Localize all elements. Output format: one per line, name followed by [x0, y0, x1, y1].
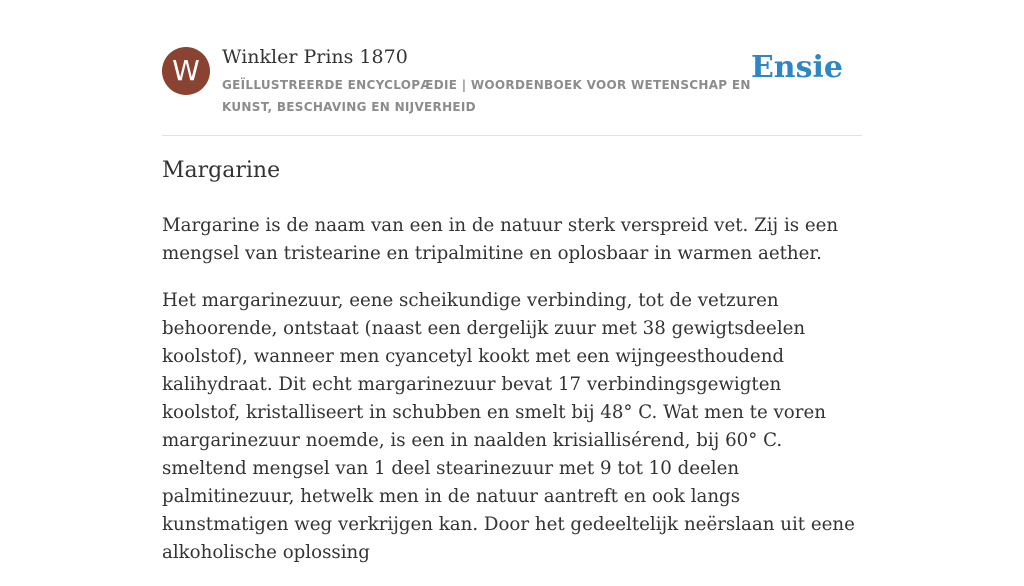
ensie-logo[interactable]: Ensie: [750, 50, 843, 85]
source-avatar[interactable]: W: [162, 47, 210, 95]
source-header: [162, 44, 862, 124]
header-divider: [162, 135, 862, 136]
entry-paragraph: Het margarinezuur, eene scheikundige verbinding, tot de vetzuren behoorende, ontstaat (naast een dergelijk zuur met 38 gewigtsdeelen koolstof), wanneer men cyancetyl kookt met een wijngeesthoudend kalihydraat. Dit echt margarinezuur bevat 17 verbindingsgewigten koolstof, kristalliseert in schubben en smelt bij 48° C. Wat men te voren margarinezuur noemde, is een in naalden krisiallisérend, bij 60° C. smeltend mengsel van 1 deel stearinezuur met 9 tot 10 deelen palmitinezuur, hetwelk men in de natuur aantreft en ook langs kunstmatigen weg verkrijgen kan. Door het gedeeltelijk neërslaan uit eene alkoholische oplossing: [162, 290, 855, 563]
entry-title: Margarine: [162, 158, 281, 183]
entry-paragraph: Margarine is de naam van een in de natuur sterk verspreid vet. Zij is een mengsel van tristearine en tripalmitine en oplosbaar in warmen aether.: [162, 215, 839, 264]
source-title[interactable]: Winkler Prins 1870: [222, 46, 408, 68]
entry-body: [162, 212, 864, 586]
source-subtitle: GEÏLLUSTREERDE ENCYCLOPÆDIE | WOORDENBOEK VOOR WETENSCHAP EN KUNST, BESCHAVING EN NIJVERHEID: [222, 78, 751, 114]
